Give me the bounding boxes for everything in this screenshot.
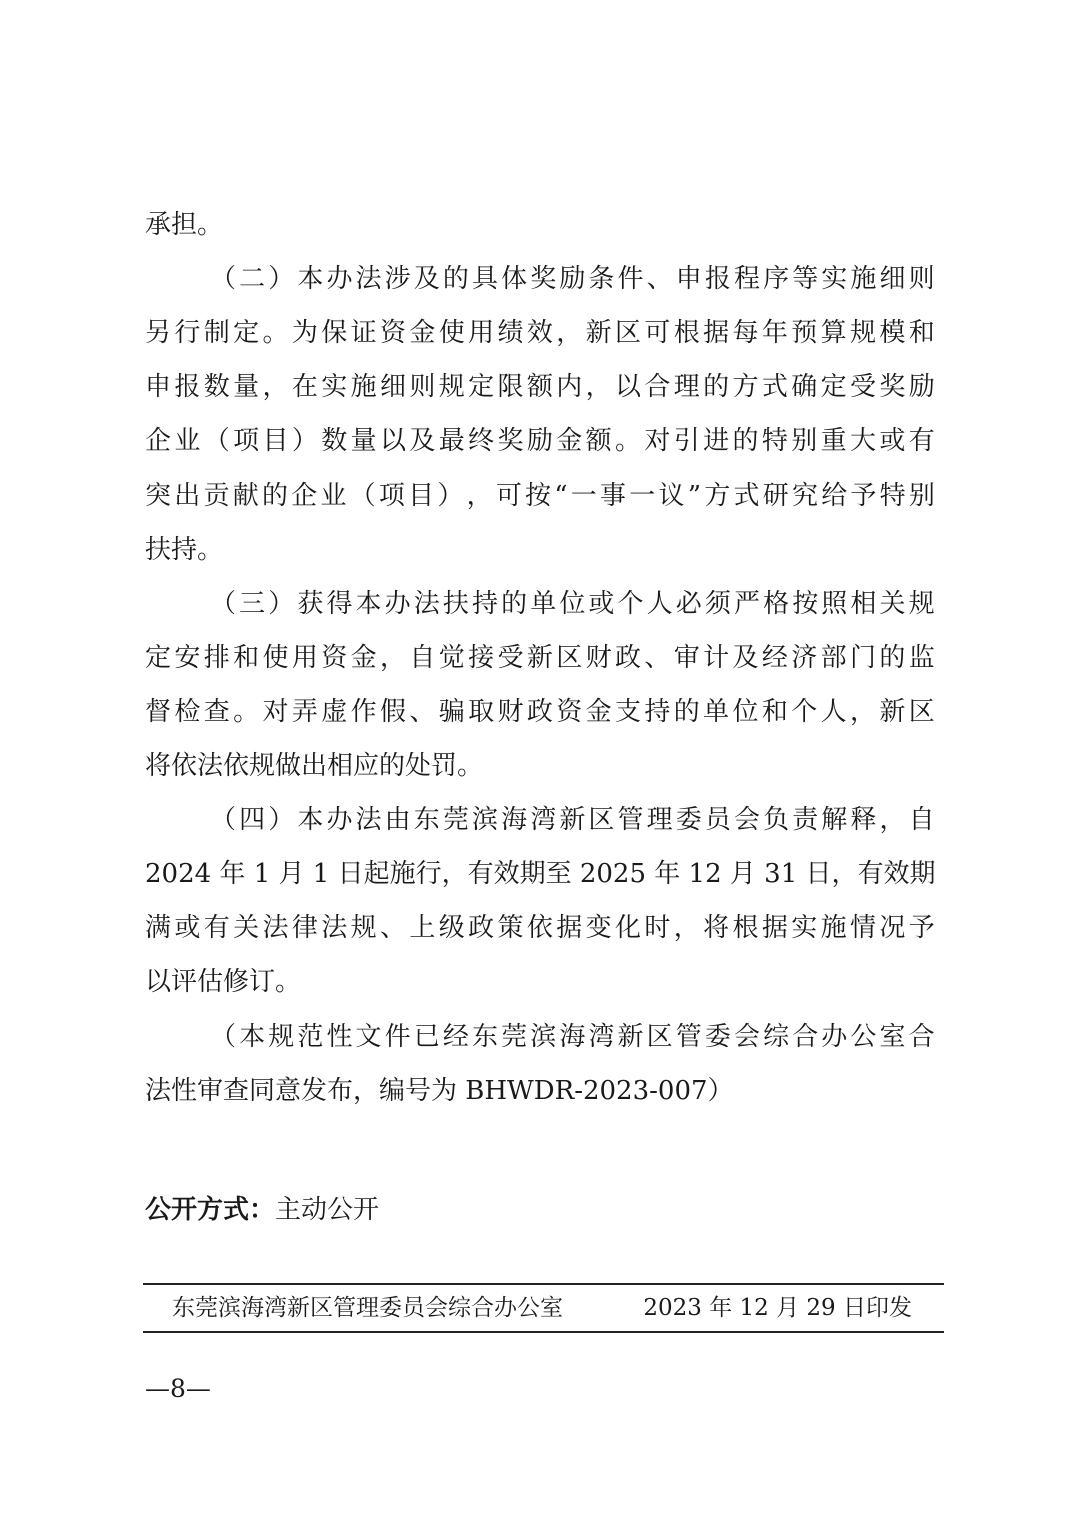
text-line: （ 本 规 范 性 文 件 已 经 东 莞 滨 海 湾 新 区 管 委 会 综 合 办 公 室 合 — [210, 1022, 935, 1052]
text-line: （ 四 ） 本 办 法 由 东 莞 滨 海 湾 新 区 管 理 委 员 会 负 责 解 释 ， 自 — [210, 805, 935, 835]
footer-top-rule — [143, 1283, 944, 1285]
footer-bottom-rule — [143, 1331, 944, 1333]
text-line: 督 检 查 。 对 弄 虚 作 假 、 骗 取 财 政 资 金 支 持 的 单 位 和 个 人 ， 新 区 — [145, 697, 935, 727]
page-number: —8— — [145, 1374, 211, 1403]
text-line: 将依法依规做出相应的处罚。 — [145, 751, 484, 781]
text-line: 2024 年 1 月 1 日起施行，有效期至 2025 年 12 月 31 日，有效期 — [145, 859, 936, 889]
footer-row — [172, 1286, 912, 1330]
disclosure-value: 主动公开 — [275, 1195, 380, 1225]
text-line: 定 安 排 和 使 用 资 金 ， 自 觉 接 受 新 区 财 政 、 审 计 及 经 济 部 门 的 监 — [145, 643, 935, 673]
text-line: 另 行 制 定 。 为 保 证 资 金 使 用 绩 效 ， 新 区 可 根 据 每 年 预 算 规 模 和 — [145, 318, 935, 348]
issuer: 东莞滨海湾新区管理委员会综合办公室 — [172, 1295, 563, 1321]
text-line: 扶持。 — [145, 535, 224, 565]
text-line: 法性审查同意发布，编号为 BHWDR-2023-007） — [145, 1076, 734, 1106]
text-line: 突 出 贡 献 的 企 业 （ 项 目 ） ， 可 按 “ 一 事 一 议 ” 方 式 研 究 给 予 特 别 — [145, 481, 935, 511]
text-line: 以评估修订。 — [145, 967, 302, 997]
text-line: 满 或 有 关 法 律 法 规 、 上 级 政 策 依 据 变 化 时 ， 将 根 据 实 施 情 况 予 — [145, 913, 935, 943]
text-line: 企 业 （ 项 目 ） 数 量 以 及 最 终 奖 励 金 额 。 对 引 进 的 特 别 重 大 或 有 — [145, 426, 935, 456]
text-line: 承担。 — [145, 210, 224, 240]
disclosure-label: 公开方式： — [145, 1195, 276, 1225]
disclosure-line — [145, 1183, 935, 1237]
text-line: （ 三 ） 获 得 本 办 法 扶 持 的 单 位 或 个 人 必 须 严 格 按 照 相 关 规 — [210, 589, 935, 619]
issue-date: 2023 年 12 月 29 日印发 — [643, 1295, 912, 1321]
text-line: （ 二 ） 本 办 法 涉 及 的 具 体 奖 励 条 件 、 申 报 程 序 等 实 施 细 则 — [210, 264, 935, 294]
text-line: 申 报 数 量 ， 在 实 施 细 则 规 定 限 额 内 ， 以 合 理 的 方 式 确 定 受 奖 励 — [145, 372, 935, 402]
